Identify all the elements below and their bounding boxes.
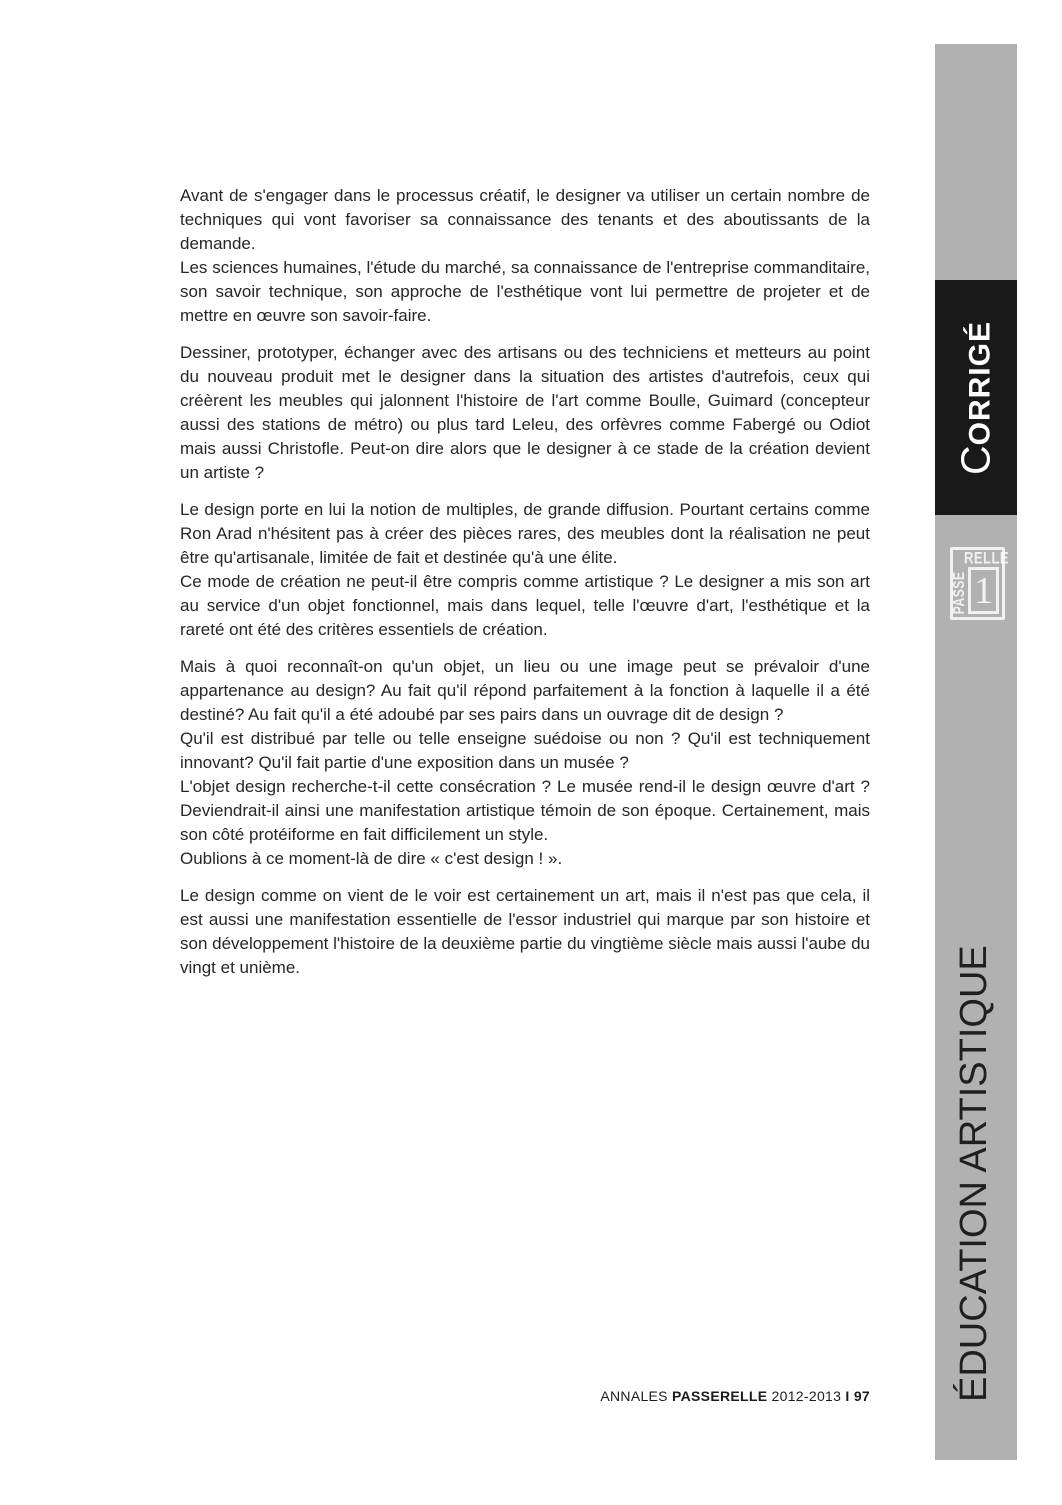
body-paragraph: Le design porte en lui la notion de multiples, de grande diffusion. Pourtant certains comme Ron Arad n'hésitent pas à créer des pièces rares, des meubles dont la réalisation ne peut être qu'artisanale, limitée de fait et destinée qu'à une élite. bbox=[180, 500, 870, 567]
corrige-initial-letter: C bbox=[952, 444, 999, 475]
corrige-rest-letters: ORRIGÉ bbox=[963, 320, 997, 445]
body-paragraph: Qu'il est distribué par telle ou telle enseigne suédoise ou non ? Qu'il est techniquement innovant? Qu'il fait partie d'une exposition dans un musée ? bbox=[180, 729, 870, 772]
passerelle-badge bbox=[950, 547, 1010, 620]
footer-years: 2012-2013 bbox=[771, 1388, 842, 1404]
paragraph-group bbox=[180, 655, 870, 871]
footer-annales: ANNALES bbox=[600, 1388, 668, 1404]
body-paragraph: Mais à quoi reconnaît-on qu'un objet, un lieu ou une image peut se prévaloir d'une appartenance au design? Au fait qu'il répond parfaitement à la fonction à laquelle il a été destiné? Au fait qu'il a été adoubé par ses pairs dans un ouvrage dit de design ? bbox=[180, 657, 870, 724]
badge-number: 1 bbox=[974, 569, 993, 612]
corrige-label bbox=[952, 320, 999, 475]
footer-brand: PASSERELLE bbox=[672, 1388, 768, 1404]
section-title-vertical: ÉDUCATION ARTISTIQUE bbox=[953, 945, 995, 1402]
corrige-tab bbox=[935, 280, 1017, 515]
body-paragraph: L'objet design recherche-t-il cette consécration ? Le musée rend-il le design œuvre d'art ? Deviendrait-il ainsi une manifestation artistique témoin de son époque. Certainement, mais son côté protéiforme en fait difficilement un style. bbox=[180, 777, 870, 844]
body-paragraph: Oublions à ce moment-là de dire « c'est design ! ». bbox=[180, 849, 563, 868]
paragraph-group bbox=[180, 341, 870, 485]
badge-number-box bbox=[968, 567, 999, 614]
paragraph-group bbox=[180, 184, 870, 328]
body-text bbox=[180, 184, 870, 980]
body-paragraph: Le design comme on vient de le voir est certainement un art, mais il n'est pas que cela, il est aussi une manifestation essentielle de l'essor industriel qui marque par son histoire et son développement l'histoire de la deuxième partie du vingtième siècle mais aussi l'aube du vingt et unième. bbox=[180, 886, 870, 977]
body-paragraph: Dessiner, prototyper, échanger avec des artisans ou des techniciens et metteurs au point du nouveau produit met le designer dans la situation des artistes d'autrefois, ceux qui créèrent les meubles qui jalonnent l'histoire de l'art comme Boulle, Guimard (concepteur aussi des stations de métro) ou plus tard Leleu, des orfèvres comme Fabergé ou Odiot mais aussi Christofle. Peut-on dire alors que le designer à ce stade de la création devient un artiste ? bbox=[180, 343, 870, 482]
footer-separator: I bbox=[845, 1388, 850, 1404]
badge-top-text: RELLE bbox=[964, 550, 1010, 568]
paragraph-group bbox=[180, 498, 870, 642]
paragraph-group bbox=[180, 884, 870, 980]
footer-page-number: 97 bbox=[853, 1388, 870, 1404]
body-paragraph: Ce mode de création ne peut-il être compris comme artistique ? Le designer a mis son art au service d'un objet fonctionnel, mais dans lequel, telle l'œuvre d'art, l'esthétique et la rareté ont été des critères essentiels de création. bbox=[180, 572, 870, 639]
body-paragraph: Avant de s'engager dans le processus créatif, le designer va utiliser un certain nombre de techniques qui vont favoriser sa connaissance des tenants et des aboutissants de la demande. bbox=[180, 186, 870, 253]
page-footer bbox=[180, 1388, 870, 1404]
body-paragraph: Les sciences humaines, l'étude du marché, sa connaissance de l'entreprise commanditaire, son savoir technique, son approche de l'esthétique vont lui permettre de projeter et de mettre en œuvre son savoir-faire. bbox=[180, 258, 870, 325]
badge-side-text: PASSE bbox=[950, 571, 969, 615]
